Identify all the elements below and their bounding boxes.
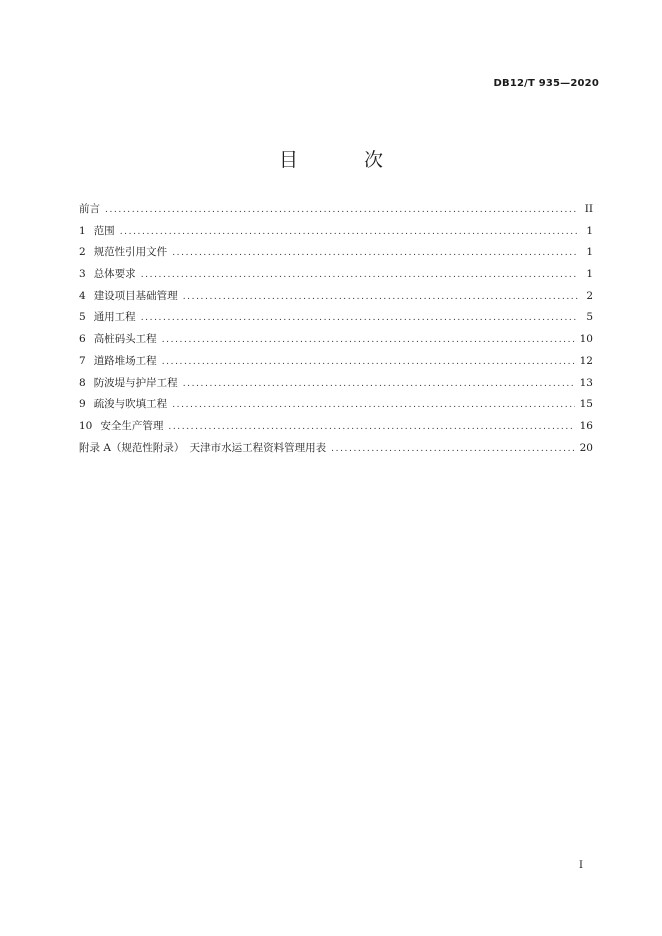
toc-entry-appendix-a[interactable] <box>79 438 593 460</box>
toc-entry-label: 道路堆场工程 <box>93 354 157 367</box>
page-number: I <box>579 860 583 871</box>
toc-entry-number: 6 <box>79 333 86 346</box>
document-code: DB12/T 935—2020 <box>493 78 599 89</box>
toc-dot-leader <box>141 308 578 330</box>
toc-entry-page: 16 <box>579 419 593 432</box>
toc-entry-2[interactable] <box>79 242 593 264</box>
toc-entry-number: 4 <box>79 289 86 302</box>
toc-entry-page: 12 <box>579 354 593 367</box>
toc-dot-leader <box>105 200 578 222</box>
toc-dot-leader <box>172 395 574 417</box>
toc-entry-label: 附录 A（规范性附录） 天津市水运工程资料管理用表 <box>79 441 327 454</box>
toc-entry-page: 1 <box>586 224 593 237</box>
toc-entry-label: 建设项目基础管理 <box>93 289 178 302</box>
toc-dot-leader <box>141 265 578 287</box>
toc-entry-label: 范围 <box>93 224 115 237</box>
toc-entry-label: 总体要求 <box>93 268 136 281</box>
table-of-contents <box>79 199 593 459</box>
toc-entry-5[interactable] <box>79 307 593 329</box>
toc-entry-page: 2 <box>586 289 593 302</box>
toc-dot-leader <box>162 352 575 374</box>
toc-dot-leader <box>183 287 578 309</box>
toc-entry-label: 高桩码头工程 <box>93 333 157 346</box>
toc-entry-page: 1 <box>586 268 593 281</box>
toc-entry-label: 前言 <box>79 203 100 215</box>
toc-entry-number: 5 <box>79 311 86 324</box>
toc-dot-leader <box>183 374 575 396</box>
toc-entry-number: 2 <box>79 246 86 259</box>
toc-entry-number: 3 <box>79 268 86 281</box>
toc-dot-leader <box>168 417 574 439</box>
toc-entry-number: 1 <box>79 224 86 237</box>
toc-title: 目 次 <box>278 149 414 171</box>
toc-entry-number: 10 <box>79 419 93 432</box>
toc-entry-page: 20 <box>579 441 593 454</box>
toc-entry-number: 7 <box>79 354 86 367</box>
toc-entry-6[interactable] <box>79 329 593 351</box>
toc-entry-3[interactable] <box>79 264 593 286</box>
toc-entry-number: 8 <box>79 376 86 389</box>
toc-dot-leader <box>331 439 574 461</box>
toc-entry-page: 5 <box>586 311 593 324</box>
toc-dot-leader <box>162 330 575 352</box>
toc-entry-foreword[interactable] <box>79 199 593 221</box>
toc-entry-8[interactable] <box>79 373 593 395</box>
toc-entry-10[interactable] <box>79 416 593 438</box>
toc-dot-leader <box>172 243 578 265</box>
toc-entry-page: 15 <box>579 398 593 411</box>
toc-entry-label: 疏浚与吹填工程 <box>93 398 168 411</box>
toc-entry-9[interactable] <box>79 394 593 416</box>
toc-entry-label: 通用工程 <box>93 311 136 324</box>
toc-entry-page: 1 <box>586 246 593 259</box>
toc-entry-label: 防波堤与护岸工程 <box>93 376 178 389</box>
toc-entry-label: 安全生产管理 <box>100 419 164 432</box>
toc-entry-page: 13 <box>579 376 593 389</box>
toc-entry-page: II <box>584 203 593 215</box>
toc-entry-1[interactable] <box>79 221 593 243</box>
toc-entry-number: 9 <box>79 398 86 411</box>
toc-entry-label: 规范性引用文件 <box>93 246 168 259</box>
toc-entry-7[interactable] <box>79 351 593 373</box>
toc-entry-page: 10 <box>579 333 593 346</box>
toc-dot-leader <box>120 222 578 244</box>
toc-entry-4[interactable] <box>79 286 593 308</box>
